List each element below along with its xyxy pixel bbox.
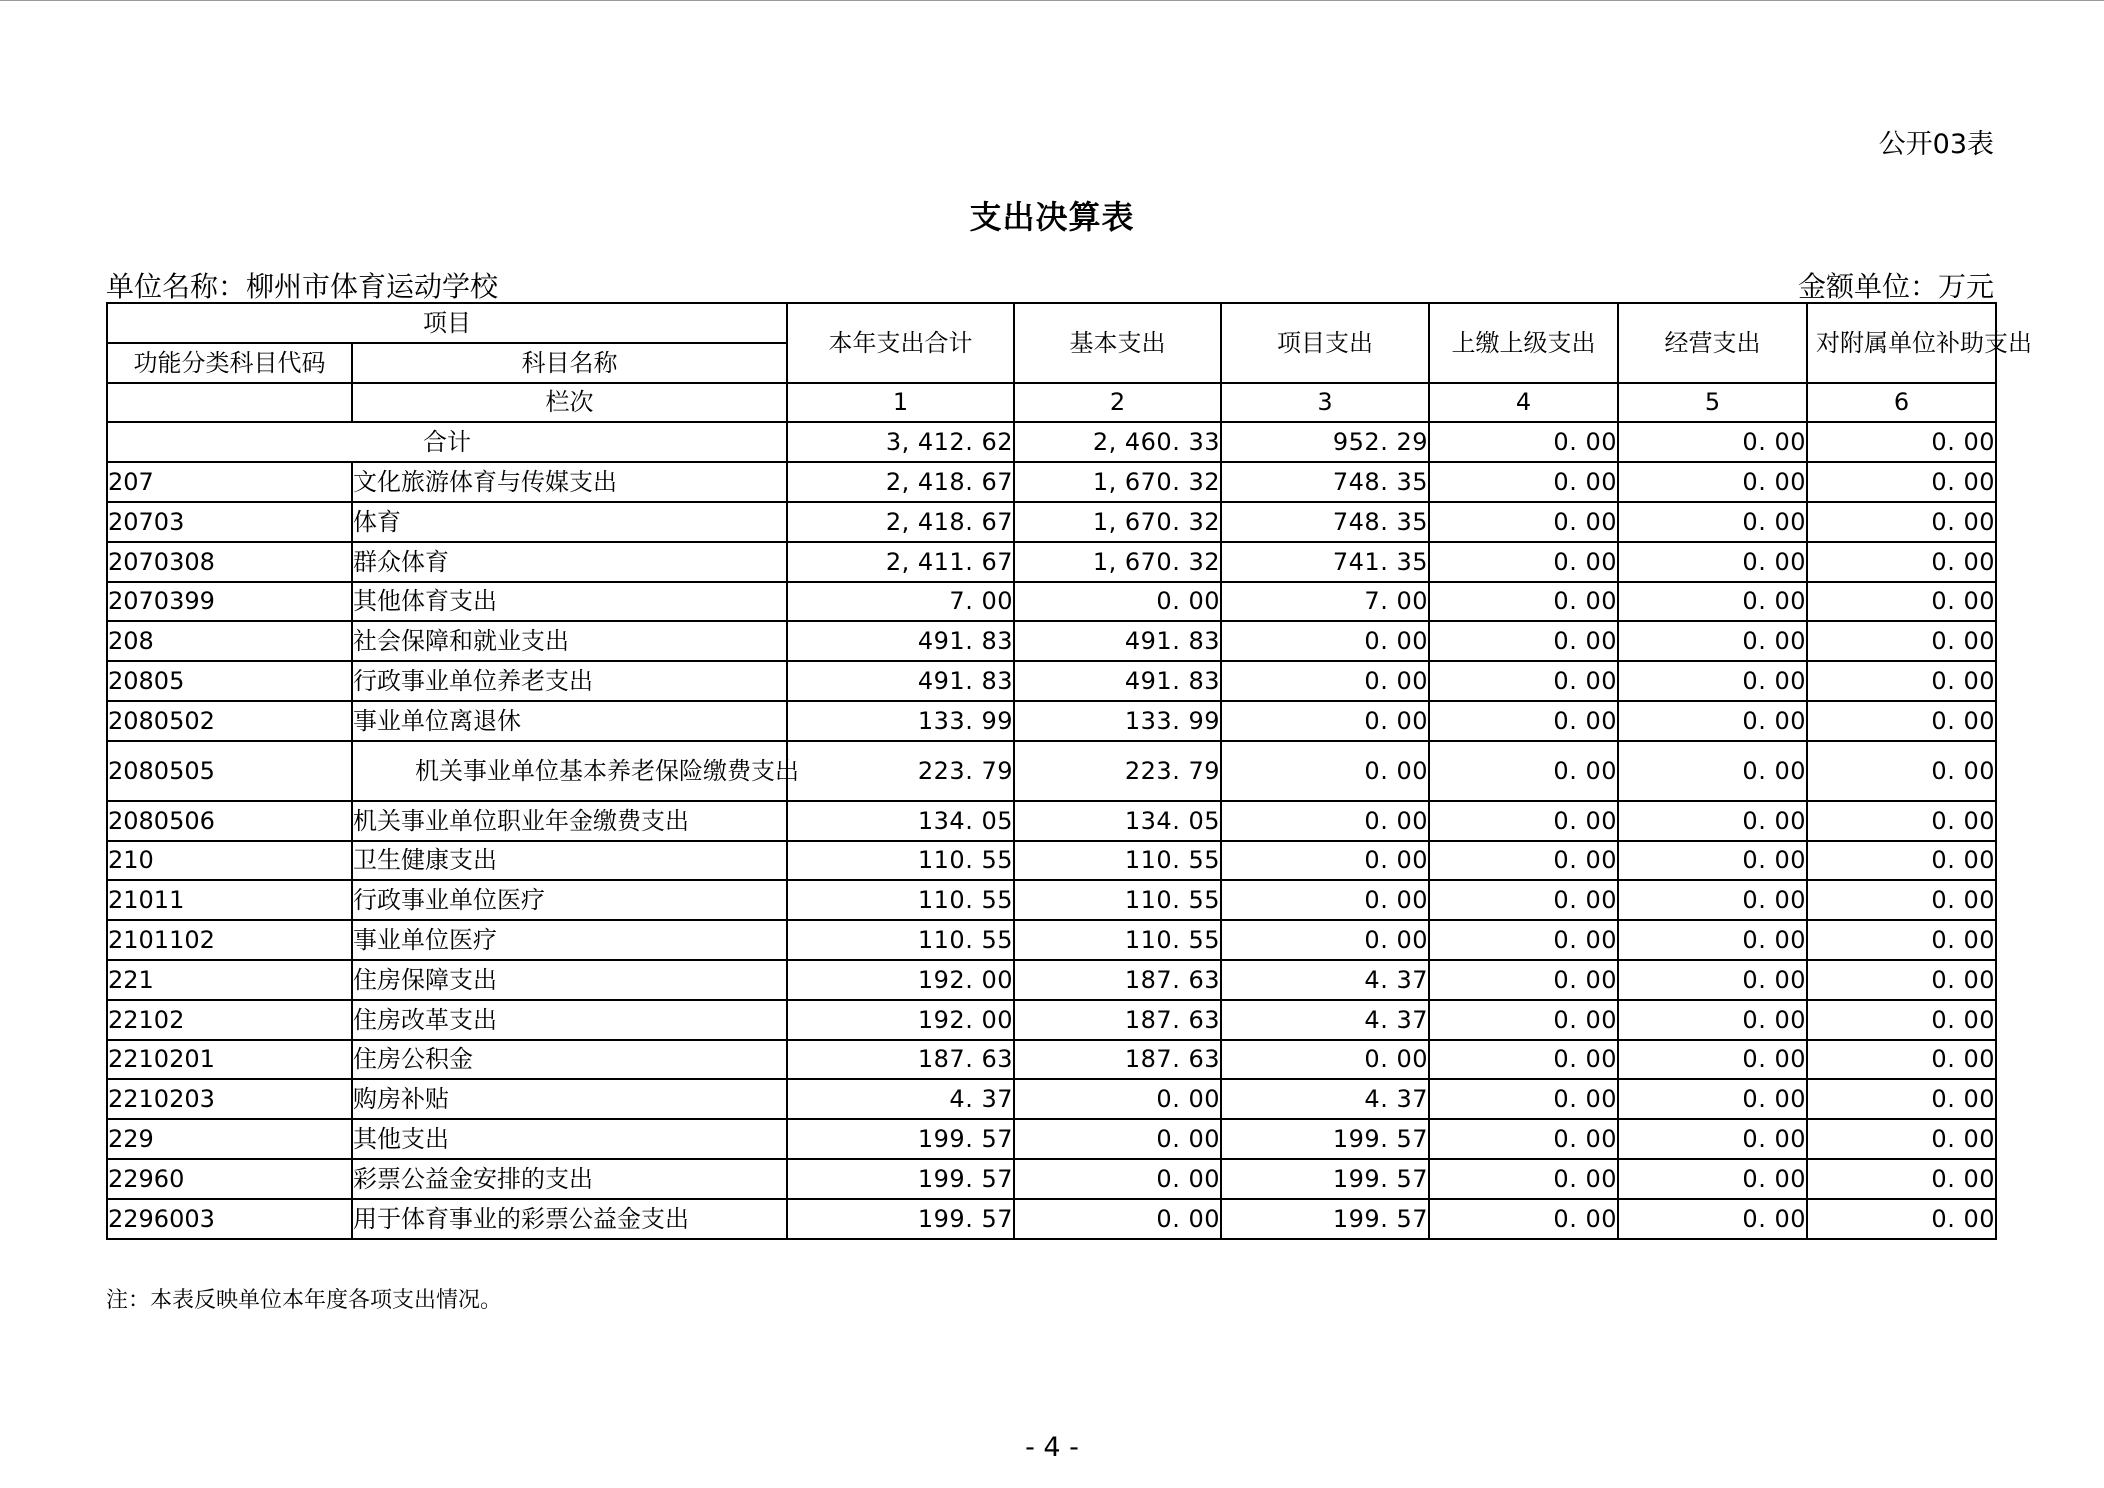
table-row <box>107 582 1996 622</box>
amount-cell: 0. 00 <box>1618 582 1807 622</box>
subject-name: 其他体育支出 <box>352 582 787 622</box>
total-value: 0. 00 <box>1618 422 1807 462</box>
subject-name: 住房保障支出 <box>352 960 787 1000</box>
amount-cell: 0. 00 <box>1807 661 1996 701</box>
amount-cell: 0. 00 <box>1807 582 1996 622</box>
subject-name: 其他支出 <box>352 1119 787 1159</box>
amount-cell: 0. 00 <box>1429 542 1618 582</box>
amount-cell: 110. 55 <box>1014 880 1221 920</box>
subject-code: 21011 <box>107 880 352 920</box>
amount-cell: 0. 00 <box>1618 1000 1807 1040</box>
amount-cell: 7. 00 <box>1221 582 1429 622</box>
amount-cell: 0. 00 <box>1429 701 1618 741</box>
amount-cell: 491. 83 <box>1014 661 1221 701</box>
amount-cell: 0. 00 <box>1221 801 1429 841</box>
amount-cell: 134. 05 <box>787 801 1014 841</box>
amount-cell: 0. 00 <box>1221 701 1429 741</box>
index-5: 5 <box>1618 383 1807 423</box>
amount-cell: 0. 00 <box>1221 621 1429 661</box>
amount-cell: 199. 57 <box>1221 1119 1429 1159</box>
header-code: 功能分类科目代码 <box>107 343 352 383</box>
subject-name: 彩票公益金安排的支出 <box>352 1159 787 1199</box>
amount-cell: 199. 57 <box>787 1199 1014 1239</box>
amount-cell: 0. 00 <box>1014 1119 1221 1159</box>
amount-cell: 0. 00 <box>1618 1119 1807 1159</box>
amount-cell: 748. 35 <box>1221 462 1429 502</box>
total-value: 952. 29 <box>1221 422 1429 462</box>
amount-cell: 1, 670. 32 <box>1014 542 1221 582</box>
amount-cell: 0. 00 <box>1221 880 1429 920</box>
amount-cell: 0. 00 <box>1807 542 1996 582</box>
subject-name: 事业单位医疗 <box>352 920 787 960</box>
amount-cell: 0. 00 <box>1429 741 1618 801</box>
subject-code: 20703 <box>107 502 352 542</box>
index-3: 3 <box>1221 383 1429 423</box>
amount-cell: 0. 00 <box>1429 661 1618 701</box>
amount-cell: 0. 00 <box>1618 661 1807 701</box>
expenditure-table <box>106 302 2032 1240</box>
amount-cell: 0. 00 <box>1618 880 1807 920</box>
form-id: 公开03表 <box>1878 129 1994 160</box>
amount-cell: 0. 00 <box>1807 1000 1996 1040</box>
total-value: 2, 460. 33 <box>1014 422 1221 462</box>
amount-cell: 0. 00 <box>1014 1079 1221 1119</box>
amount-cell: 0. 00 <box>1429 502 1618 542</box>
amount-cell: 133. 99 <box>787 701 1014 741</box>
amount-cell: 0. 00 <box>1429 920 1618 960</box>
amount-cell: 0. 00 <box>1618 502 1807 542</box>
amount-cell: 0. 00 <box>1221 741 1429 801</box>
table-row <box>107 920 1996 960</box>
table-row <box>107 661 1996 701</box>
header-project: 项目 <box>107 303 787 343</box>
amount-cell: 0. 00 <box>1014 1199 1221 1239</box>
amount-cell: 7. 00 <box>787 582 1014 622</box>
header-row-1 <box>107 303 1996 343</box>
subject-code: 207 <box>107 462 352 502</box>
table-row <box>107 1119 1996 1159</box>
header-total: 本年支出合计 <box>787 303 1014 383</box>
amount-unit: 金额单位：万元 <box>1797 270 1994 303</box>
amount-cell: 187. 63 <box>787 1040 1014 1080</box>
amount-cell: 491. 83 <box>787 621 1014 661</box>
amount-cell: 0. 00 <box>1429 582 1618 622</box>
table-row <box>107 1040 1996 1080</box>
amount-cell: 491. 83 <box>787 661 1014 701</box>
amount-cell: 4. 37 <box>787 1079 1014 1119</box>
total-label: 合计 <box>107 422 787 462</box>
amount-cell: 0. 00 <box>1429 1040 1618 1080</box>
subject-code: 2080505 <box>107 741 352 801</box>
amount-cell: 0. 00 <box>1807 621 1996 661</box>
amount-cell: 0. 00 <box>1807 701 1996 741</box>
table-row <box>107 701 1996 741</box>
amount-cell: 0. 00 <box>1807 1040 1996 1080</box>
index-blank <box>107 383 352 423</box>
table-row <box>107 741 1996 801</box>
amount-cell: 0. 00 <box>1807 801 1996 841</box>
amount-cell: 0. 00 <box>1618 701 1807 741</box>
amount-cell: 0. 00 <box>1221 1040 1429 1080</box>
header-project-exp: 项目支出 <box>1221 303 1429 383</box>
table-row <box>107 960 1996 1000</box>
subject-code: 2296003 <box>107 1199 352 1239</box>
subject-name: 事业单位离退休 <box>352 701 787 741</box>
subject-name: 社会保障和就业支出 <box>352 621 787 661</box>
amount-cell: 0. 00 <box>1618 1199 1807 1239</box>
table-row <box>107 462 1996 502</box>
amount-cell: 0. 00 <box>1429 1199 1618 1239</box>
amount-cell: 134. 05 <box>1014 801 1221 841</box>
subject-code: 2210201 <box>107 1040 352 1080</box>
amount-cell: 0. 00 <box>1807 920 1996 960</box>
table-body <box>107 422 1996 1238</box>
header-business: 经营支出 <box>1618 303 1807 383</box>
amount-cell: 0. 00 <box>1429 1159 1618 1199</box>
subject-name: 行政事业单位医疗 <box>352 880 787 920</box>
subject-code: 22102 <box>107 1000 352 1040</box>
amount-cell: 110. 55 <box>787 841 1014 881</box>
subject-name: 行政事业单位养老支出 <box>352 661 787 701</box>
index-1: 1 <box>787 383 1014 423</box>
amount-cell: 110. 55 <box>1014 920 1221 960</box>
amount-cell: 2, 418. 67 <box>787 462 1014 502</box>
amount-cell: 0. 00 <box>1618 621 1807 661</box>
index-4: 4 <box>1429 383 1618 423</box>
page-number: - 4 - <box>1025 1432 1079 1463</box>
subject-name: 机关事业单位职业年金缴费支出 <box>352 801 787 841</box>
amount-cell: 0. 00 <box>1014 1159 1221 1199</box>
index-row <box>107 383 1996 423</box>
subject-name: 住房改革支出 <box>352 1000 787 1040</box>
subject-name: 文化旅游体育与传媒支出 <box>352 462 787 502</box>
subject-name: 机关事业单位基本养老保险缴费支出 <box>352 741 787 801</box>
amount-cell: 0. 00 <box>1618 1040 1807 1080</box>
amount-cell: 741. 35 <box>1221 542 1429 582</box>
amount-cell: 0. 00 <box>1807 880 1996 920</box>
subject-name: 卫生健康支出 <box>352 841 787 881</box>
amount-cell: 0. 00 <box>1429 1079 1618 1119</box>
amount-cell: 187. 63 <box>1014 1040 1221 1080</box>
amount-cell: 0. 00 <box>1429 1119 1618 1159</box>
amount-cell: 110. 55 <box>787 920 1014 960</box>
amount-cell: 0. 00 <box>1221 841 1429 881</box>
amount-cell: 199. 57 <box>787 1159 1014 1199</box>
index-2: 2 <box>1014 383 1221 423</box>
subject-code: 229 <box>107 1119 352 1159</box>
subject-name: 住房公积金 <box>352 1040 787 1080</box>
page-top-border <box>0 0 2104 1</box>
total-value: 0. 00 <box>1807 422 1996 462</box>
amount-cell: 0. 00 <box>1221 661 1429 701</box>
amount-cell: 0. 00 <box>1807 1159 1996 1199</box>
header-basic: 基本支出 <box>1014 303 1221 383</box>
amount-cell: 223. 79 <box>1014 741 1221 801</box>
subject-code: 2210203 <box>107 1079 352 1119</box>
amount-cell: 0. 00 <box>1807 1199 1996 1239</box>
amount-cell: 0. 00 <box>1807 462 1996 502</box>
subject-name: 体育 <box>352 502 787 542</box>
amount-cell: 4. 37 <box>1221 1000 1429 1040</box>
amount-cell: 748. 35 <box>1221 502 1429 542</box>
amount-cell: 0. 00 <box>1618 1079 1807 1119</box>
amount-cell: 0. 00 <box>1429 880 1618 920</box>
amount-cell: 0. 00 <box>1807 1119 1996 1159</box>
table-row <box>107 621 1996 661</box>
subject-name: 用于体育事业的彩票公益金支出 <box>352 1199 787 1239</box>
amount-cell: 0. 00 <box>1429 621 1618 661</box>
amount-cell: 0. 00 <box>1429 801 1618 841</box>
amount-cell: 0. 00 <box>1807 1079 1996 1119</box>
total-value: 3, 412. 62 <box>787 422 1014 462</box>
index-label: 栏次 <box>352 383 787 423</box>
subject-code: 221 <box>107 960 352 1000</box>
amount-cell: 110. 55 <box>1014 841 1221 881</box>
subject-code: 2070308 <box>107 542 352 582</box>
amount-cell: 0. 00 <box>1807 502 1996 542</box>
table-row <box>107 841 1996 881</box>
subject-code: 208 <box>107 621 352 661</box>
amount-cell: 0. 00 <box>1618 1159 1807 1199</box>
amount-cell: 0. 00 <box>1807 741 1996 801</box>
table-row <box>107 1199 1996 1239</box>
amount-cell: 0. 00 <box>1221 920 1429 960</box>
amount-cell: 192. 00 <box>787 1000 1014 1040</box>
table-row <box>107 801 1996 841</box>
subject-code: 2070399 <box>107 582 352 622</box>
table-note: 注：本表反映单位本年度各项支出情况。 <box>106 1288 503 1313</box>
amount-cell: 187. 63 <box>1014 960 1221 1000</box>
table-row <box>107 542 1996 582</box>
header-subsidy: 对附属单位补助支出 <box>1807 303 1996 383</box>
amount-cell: 0. 00 <box>1618 462 1807 502</box>
amount-cell: 0. 00 <box>1618 920 1807 960</box>
amount-cell: 4. 37 <box>1221 960 1429 1000</box>
amount-cell: 199. 57 <box>1221 1199 1429 1239</box>
amount-cell: 0. 00 <box>1618 741 1807 801</box>
amount-cell: 0. 00 <box>1429 841 1618 881</box>
amount-cell: 2, 418. 67 <box>787 502 1014 542</box>
amount-cell: 1, 670. 32 <box>1014 502 1221 542</box>
document-title: 支出决算表 <box>969 198 1135 236</box>
amount-cell: 187. 63 <box>1014 1000 1221 1040</box>
total-row <box>107 422 1996 462</box>
amount-cell: 110. 55 <box>787 880 1014 920</box>
table-row <box>107 1000 1996 1040</box>
amount-cell: 133. 99 <box>1014 701 1221 741</box>
amount-cell: 0. 00 <box>1429 1000 1618 1040</box>
amount-cell: 4. 37 <box>1221 1079 1429 1119</box>
amount-cell: 0. 00 <box>1618 542 1807 582</box>
table-row <box>107 1159 1996 1199</box>
amount-cell: 0. 00 <box>1807 960 1996 1000</box>
amount-cell: 199. 57 <box>787 1119 1014 1159</box>
subject-code: 22960 <box>107 1159 352 1199</box>
header-upper: 上缴上级支出 <box>1429 303 1618 383</box>
amount-cell: 0. 00 <box>1014 582 1221 622</box>
table-row <box>107 502 1996 542</box>
index-6: 6 <box>1807 383 1996 423</box>
subject-code: 2080502 <box>107 701 352 741</box>
subject-code: 210 <box>107 841 352 881</box>
amount-cell: 0. 00 <box>1807 841 1996 881</box>
header-name: 科目名称 <box>352 343 787 383</box>
amount-cell: 1, 670. 32 <box>1014 462 1221 502</box>
amount-cell: 223. 79 <box>787 741 1014 801</box>
subject-name: 群众体育 <box>352 542 787 582</box>
amount-cell: 491. 83 <box>1014 621 1221 661</box>
subject-code: 2080506 <box>107 801 352 841</box>
subject-code: 20805 <box>107 661 352 701</box>
unit-name: 单位名称：柳州市体育运动学校 <box>106 270 499 303</box>
total-value: 0. 00 <box>1429 422 1618 462</box>
amount-cell: 2, 411. 67 <box>787 542 1014 582</box>
amount-cell: 0. 00 <box>1618 960 1807 1000</box>
amount-cell: 0. 00 <box>1618 801 1807 841</box>
table-row <box>107 880 1996 920</box>
amount-cell: 0. 00 <box>1618 841 1807 881</box>
subject-code: 2101102 <box>107 920 352 960</box>
amount-cell: 199. 57 <box>1221 1159 1429 1199</box>
amount-cell: 0. 00 <box>1429 462 1618 502</box>
table-row <box>107 1079 1996 1119</box>
amount-cell: 192. 00 <box>787 960 1014 1000</box>
subject-name: 购房补贴 <box>352 1079 787 1119</box>
amount-cell: 0. 00 <box>1429 960 1618 1000</box>
